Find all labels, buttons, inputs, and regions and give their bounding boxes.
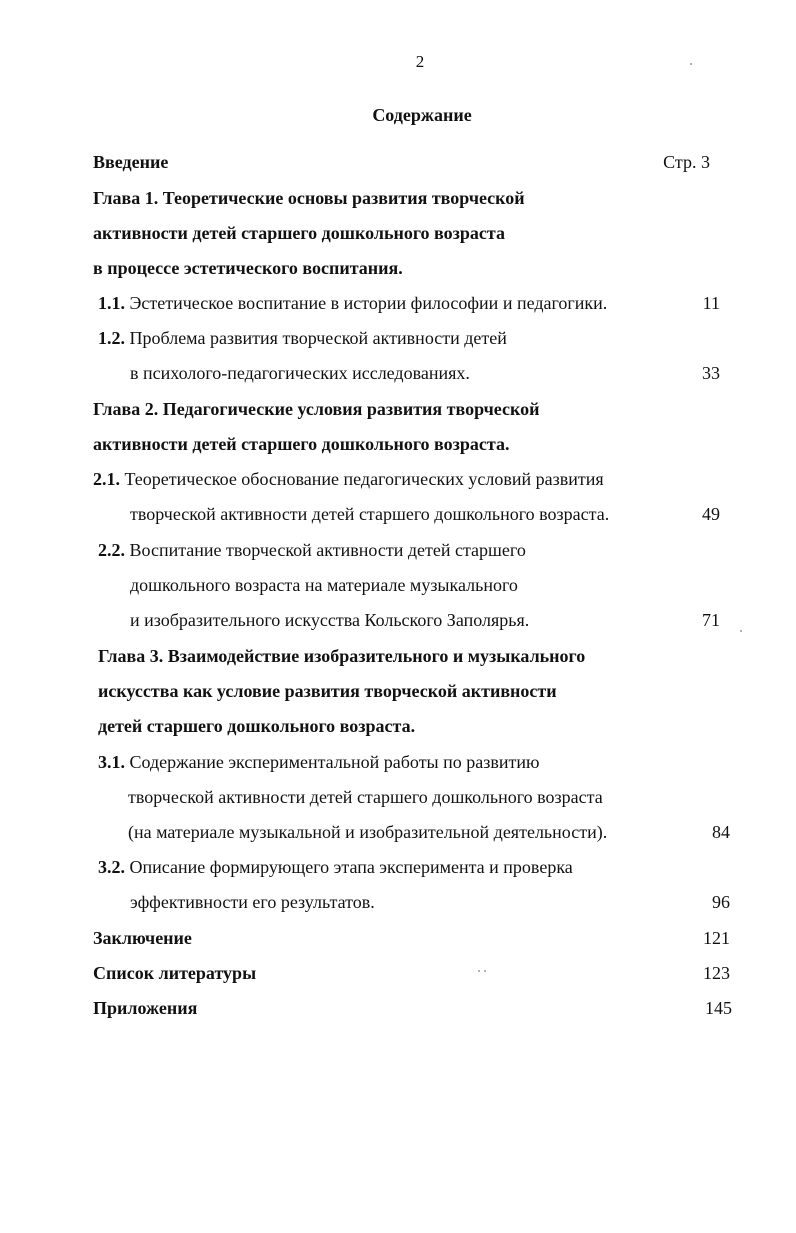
section-2-1-text-1: Теоретическое обоснование педагогических условий развития — [124, 469, 604, 489]
chapter1-line2: активности детей старшего дошкольного возраста — [93, 223, 505, 243]
section-3-1 — [98, 751, 539, 773]
section-1-1-page: 11 — [702, 293, 720, 313]
toc-conclusion-label: Заключение — [93, 928, 192, 948]
section-3-1-page: 84 — [712, 822, 730, 842]
scan-speck — [740, 630, 742, 632]
chapter3-line1: Глава 3. Взаимодействие изобразительного и музыкального — [98, 646, 586, 666]
scan-speck — [690, 63, 692, 65]
section-1-2 — [98, 327, 507, 349]
section-2-2-text-1: Воспитание творческой активности детей старшего — [129, 540, 526, 560]
section-3-2-number: 3.2. — [98, 857, 125, 877]
toc-intro-page: Стр. 3 — [663, 152, 710, 172]
section-1-2-text-2: в психолого-педагогических исследованиях. — [130, 363, 470, 383]
toc-references-label: Список литературы — [93, 963, 257, 983]
section-1-2-number: 1.2. — [98, 328, 125, 348]
section-2-1 — [93, 468, 604, 490]
section-1-1 — [98, 292, 607, 314]
section-2-1-number: 2.1. — [93, 469, 120, 489]
section-2-2-page: 71 — [702, 610, 720, 630]
chapter1-line1: Глава 1. Теоретические основы развития творческой — [93, 188, 525, 208]
chapter3-line3: детей старшего дошкольного возраста. — [98, 716, 416, 736]
section-2-2-text-2: дошкольного возраста на материале музыкального — [130, 575, 518, 595]
section-1-2-text-1: Проблема развития творческой активности детей — [129, 328, 507, 348]
section-2-1-page: 49 — [702, 504, 720, 524]
section-3-1-number: 3.1. — [98, 752, 125, 772]
chapter3-line2: искусства как условие развития творческой активности — [98, 681, 557, 701]
section-1-1-number: 1.1. — [98, 293, 125, 313]
section-3-2 — [98, 856, 573, 878]
section-3-1-text-1: Содержание экспериментальной работы по развитию — [129, 752, 540, 772]
toc-conclusion-page: 121 — [703, 928, 730, 948]
toc-appendix-page: 145 — [705, 998, 732, 1018]
chapter1-line3: в процессе эстетического воспитания. — [93, 258, 403, 278]
chapter2-line1: Глава 2. Педагогические условия развития творческой — [93, 399, 540, 419]
section-3-2-text-2: эффективности его результатов. — [130, 892, 375, 912]
section-3-2-page: 96 — [712, 892, 730, 912]
scan-speck — [478, 970, 480, 972]
section-1-2-page: 33 — [702, 363, 720, 383]
section-3-1-text-3: (на материале музыкальной и изобразительной деятельности). — [128, 822, 608, 842]
section-2-2 — [98, 539, 526, 561]
toc-references-page: 123 — [703, 963, 730, 983]
section-3-1-text-2: творческой активности детей старшего дошкольного возраста — [128, 787, 603, 807]
section-2-2-number: 2.2. — [98, 540, 125, 560]
section-1-1-text: Эстетическое воспитание в истории философии и педагогики. — [129, 293, 608, 313]
toc-intro-label: Введение — [93, 152, 169, 172]
section-3-2-text-1: Описание формирующего этапа эксперимента и проверка — [129, 857, 573, 877]
scan-speck — [484, 970, 486, 972]
page-title: Содержание — [372, 105, 472, 125]
page-number: 2 — [415, 52, 425, 71]
section-2-1-text-2: творческой активности детей старшего дошкольного возраста. — [130, 504, 610, 524]
chapter2-line2: активности детей старшего дошкольного возраста. — [93, 434, 510, 454]
toc-appendix-label: Приложения — [93, 998, 198, 1018]
section-2-2-text-3: и изобразительного искусства Кольского Заполярья. — [130, 610, 530, 630]
